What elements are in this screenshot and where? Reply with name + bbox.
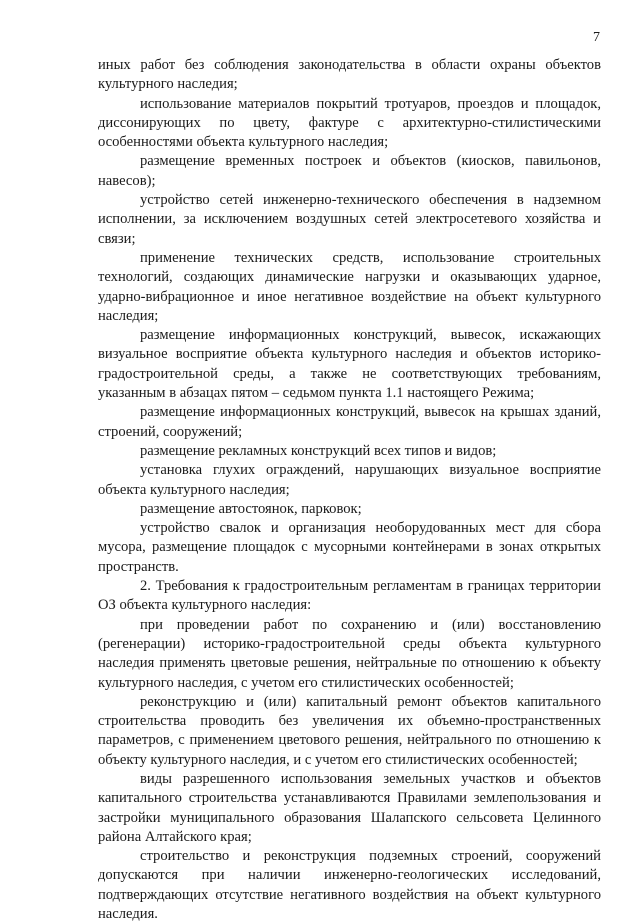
paragraph: при проведении работ по сохранению и (или) восстановлению (регенерации) историко-градостроительной среды объекта культурного наследия применять цветовые решения, нейтральные по отношению к объекту культурного наследия, с учетом его стилистических особенностей; xyxy=(98,616,601,691)
paragraph: устройство свалок и организация необорудованных мест для сбора мусора, размещение площадок с мусорными контейнерами в зонах открытых пространств. xyxy=(98,520,601,575)
paragraph: иных работ без соблюдения законодательства в области охраны объектов культурного наследия; xyxy=(98,57,601,93)
paragraph: использование материалов покрытий тротуаров, проездов и площадок, диссонирующих по цвету, фактуре с архитектурно-стилистическими особенностями объекта культурного наследия; xyxy=(98,95,601,151)
paragraph: размещение автостоянок, парковок; xyxy=(140,500,362,517)
body-text xyxy=(98,56,601,924)
paragraph: размещение информационных конструкций, вывесок, искажающих визуальное восприятие объекта культурного наследия и объектов историко-градостроительной среды, а также не соответствующих требованиям, указанным в абзацах пятом – седьмом пункта 1.1 настоящего Режима; xyxy=(98,327,601,402)
page-number: 7 xyxy=(593,30,600,45)
paragraph: применение технических средств, использование строительных технологий, создающих динамические нагрузки и оказывающих ударное, ударно-вибрационное и иное негативное воздействие на объект культурного наследия; xyxy=(98,249,601,324)
paragraph: размещение рекламных конструкций всех типов и видов; xyxy=(140,442,497,459)
paragraph: размещение информационных конструкций, вывесок на крышах зданий, строений, сооружений; xyxy=(98,404,601,440)
paragraph: строительство и реконструкция подземных строений, сооружений допускаются при наличии инженерно-геологических исследований, подтверждающих отсутствие негативного воздействия на объект культурного наследия. xyxy=(98,848,601,923)
paragraph: устройство сетей инженерно-технического обеспечения в надземном исполнении, за исключением воздушных сетей электросетевого хозяйства и связи; xyxy=(98,192,601,247)
paragraph: установка глухих ограждений, нарушающих визуальное восприятие объекта культурного наследия; xyxy=(98,462,601,498)
paragraph: размещение временных построек и объектов (киосков, павильонов, навесов); xyxy=(98,153,601,189)
paragraph: виды разрешенного использования земельных участков и объектов капитального строительства устанавливаются Правилами землепользования и застройки муниципального образования Шалапского сельсовета Целинного района Алтайского края; xyxy=(98,770,601,845)
paragraph: реконструкцию и (или) капитальный ремонт объектов капитального строительства проводить без увеличения их объемно-пространственных параметров, с применением цветового решения, нейтрального по отношению к объекту культурного наследия, и с учетом его стилистических особенностей; xyxy=(98,693,601,768)
section-heading-paragraph: 2. Требования к градостроительным регламентам в границах территории ОЗ объекта культурного наследия: xyxy=(98,578,601,614)
